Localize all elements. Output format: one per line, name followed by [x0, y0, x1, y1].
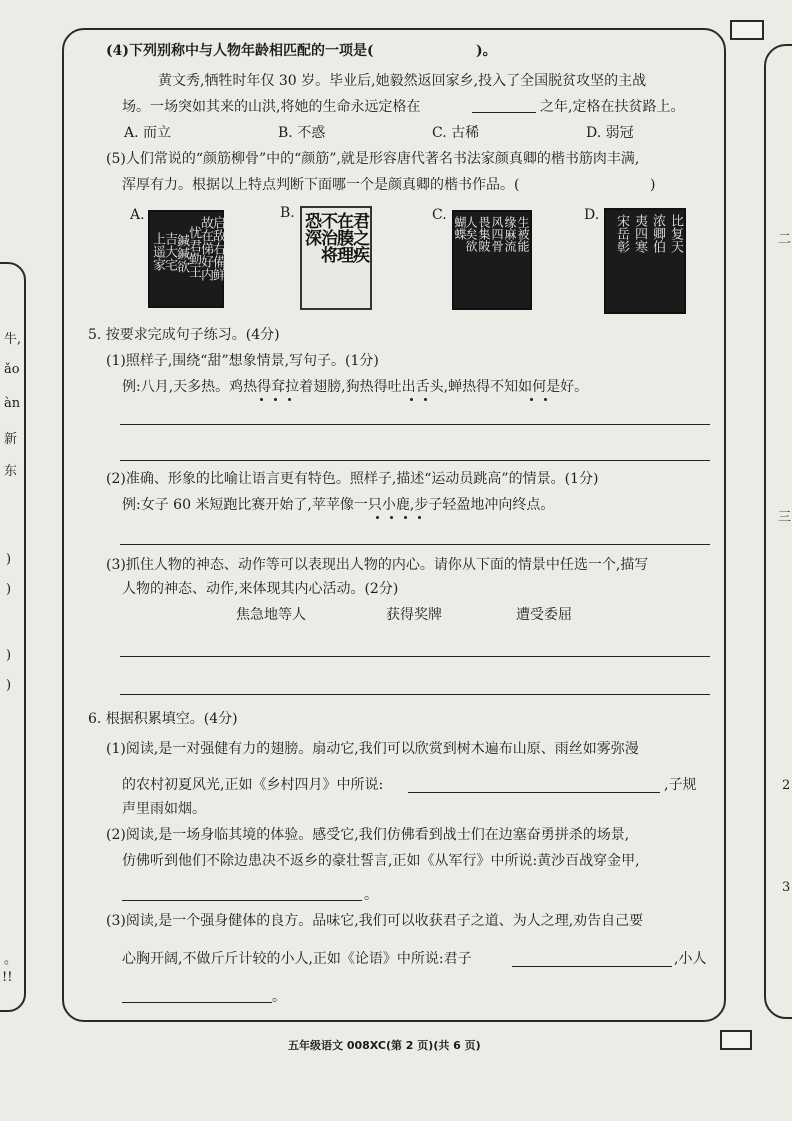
q4-prompt: (4)下列别称中与人物年龄相匹配的一项是( [106, 43, 374, 59]
left-edge-text: àn [4, 396, 21, 411]
corner-box-top [730, 20, 764, 40]
emphasis-dot [260, 398, 263, 401]
s6-q3-line2-end: ,小人 [674, 951, 707, 967]
emphasis-dot [530, 398, 533, 401]
s6-q2-line1: (2)阅读,是一场身临其境的体验。感受它,我们仿佛看到战士们在边塞奋勇拼杀的场景, [106, 827, 630, 843]
section-6-heading: 6. 根据积累填空。(4分) [88, 711, 238, 727]
s5-q1-prompt: (1)照样子,围绕“甜”想象情景,写句子。(1分) [106, 353, 379, 369]
s6-q1-line2-end: ,子规 [664, 777, 697, 793]
left-edge-text: ǎo [4, 362, 20, 377]
right-edge-text: 2 [782, 778, 791, 793]
q4-answer-close: )。 [476, 43, 497, 59]
q5-prompt-line1: (5)人们常说的“颜筋柳骨”中的“颜筋”,就是形容唐代著名书法家颜真卿的楷书筋肉丰满, [106, 151, 640, 167]
right-edge-text: 3 [782, 880, 791, 895]
emphasis-dot [376, 516, 379, 519]
q5-label-a: A. [130, 207, 145, 223]
left-edge-text: ) [6, 582, 12, 597]
s6-q2-blank[interactable] [122, 900, 362, 901]
calligraphy-image-d[interactable]: 比复天 浓卿伯 夷四寒 宋岳彰 [604, 208, 686, 314]
emphasis-dot [410, 398, 413, 401]
right-edge-text: 二 [778, 232, 792, 247]
corner-box-bottom [720, 1030, 752, 1050]
s5-q3-choice[interactable]: 获得奖牌 [386, 607, 442, 623]
q4-passage-line1: 黄文秀,牺牲时年仅 30 岁。毕业后,她毅然返回家乡,投入了全国脱贫攻坚的主战 [158, 73, 647, 89]
s6-q2-line2: 仿佛听到他们不除边患决不返乡的豪壮誓言,正如《从军行》中所说:黄沙百战穿金甲, [122, 853, 640, 869]
s6-q3-blank-1[interactable] [512, 966, 672, 967]
section-5-heading: 5. 按要求完成句子练习。(4分) [88, 327, 280, 343]
left-edge-text: 东 [4, 464, 18, 479]
q5-prompt-line2: 浑厚有力。根据以上特点判断下面哪一个是颜真卿的楷书作品。( [122, 177, 520, 193]
right-edge-text: 三 [778, 510, 792, 525]
s5-q2-prompt: (2)准确、形象的比喻让语言更有特色。照样子,描述“运动员跳高”的情景。(1分) [106, 471, 599, 487]
q4-option-c[interactable]: C. 古稀 [432, 125, 480, 141]
q5-answer-close: ) [650, 177, 656, 193]
right-page-frame [764, 44, 792, 1019]
left-edge-text: ) [6, 648, 12, 663]
q4-option-a[interactable]: A. 而立 [124, 125, 172, 141]
calligraphy-image-b[interactable]: 君之疾 在腠理 不治将 恐深 [300, 206, 372, 310]
calligraphy-image-c[interactable]: 生被能 缘麻流 风四骨 畏集陂 人矣欲 蝴蝶 [452, 210, 532, 310]
emphasis-dot [274, 398, 277, 401]
q5-label-b: B. [280, 205, 295, 221]
s5-q3-answer-line[interactable] [120, 656, 710, 657]
s6-q3-blank-2[interactable] [122, 1002, 272, 1003]
left-edge-text: 牛, [4, 332, 22, 347]
q4-blank[interactable] [472, 112, 536, 113]
s5-q2-example: 例:女子 60 米短跑比赛开始了,苹苹像一只小鹿,步子轻盈地冲向终点。 [122, 497, 555, 513]
left-edge-text: !! [2, 970, 13, 985]
page-footer: 五年级语文 008XC(第 2 页)(共 6 页) [288, 1039, 481, 1052]
s6-q2-end: 。 [364, 887, 378, 903]
s6-q3-line2: 心胸开阔,不做斤斤计较的小人,正如《论语》中所说:君子 [122, 951, 472, 967]
s5-q3-choice[interactable]: 焦急地等人 [236, 607, 306, 623]
q5-label-d: D. [584, 207, 600, 223]
q4-option-d[interactable]: D. 弱冠 [586, 125, 634, 141]
s5-q2-answer-line[interactable] [120, 544, 710, 545]
s6-q1-line3: 声里雨如烟。 [122, 801, 206, 817]
s5-q1-answer-line[interactable] [120, 424, 710, 425]
left-edge-text: ) [6, 552, 12, 567]
s6-q1-line1: (1)阅读,是一对强健有力的翅膀。扇动它,我们可以欣赏到树木遍布山原、雨丝如雾弥漫 [106, 741, 639, 757]
emphasis-dot [418, 516, 421, 519]
q5-label-c: C. [432, 207, 447, 223]
calligraphy-image-a[interactable]: 启敌右備鲜 故在俤好内 忧君勤王 鍼鍼欲 吉大宅 上遥家 [148, 210, 224, 308]
emphasis-dot [288, 398, 291, 401]
s5-q3-prompt-line2: 人物的神态、动作,来体现其内心活动。(2分) [122, 581, 399, 597]
q4-passage-line2: 场。一场突如其来的山洪,将她的生命永远定格在 [122, 99, 421, 115]
s6-q1-line2: 的农村初夏风光,正如《乡村四月》中所说: [122, 777, 384, 793]
left-edge-text: 新 [4, 432, 18, 447]
emphasis-dot [424, 398, 427, 401]
s5-q3-prompt-line1: (3)抓住人物的神态、动作等可以表现出人物的内心。请你从下面的情景中任选一个,描写 [106, 557, 649, 573]
s5-q3-choice[interactable]: 遭受委屈 [516, 607, 572, 623]
left-edge-text: 。 [4, 952, 18, 967]
emphasis-dot [404, 516, 407, 519]
s6-q1-blank[interactable] [408, 792, 660, 793]
s5-q3-answer-line[interactable] [120, 694, 710, 695]
q4-option-b[interactable]: B. 不惑 [278, 125, 326, 141]
left-edge-text: ) [6, 678, 12, 693]
s6-q3-line1: (3)阅读,是一个强身健体的良方。品味它,我们可以收获君子之道、为人之理,劝告自己要 [106, 913, 644, 929]
emphasis-dot [390, 516, 393, 519]
s6-q3-end: 。 [272, 989, 286, 1005]
q4-passage-line2-end: 之年,定格在扶贫路上。 [540, 99, 685, 115]
s5-q1-example: 例:八月,天多热。鸡热得耷拉着翅膀,狗热得吐出舌头,蝉热得不知如何是好。 [122, 379, 589, 395]
s5-q1-answer-line[interactable] [120, 460, 710, 461]
emphasis-dot [544, 398, 547, 401]
